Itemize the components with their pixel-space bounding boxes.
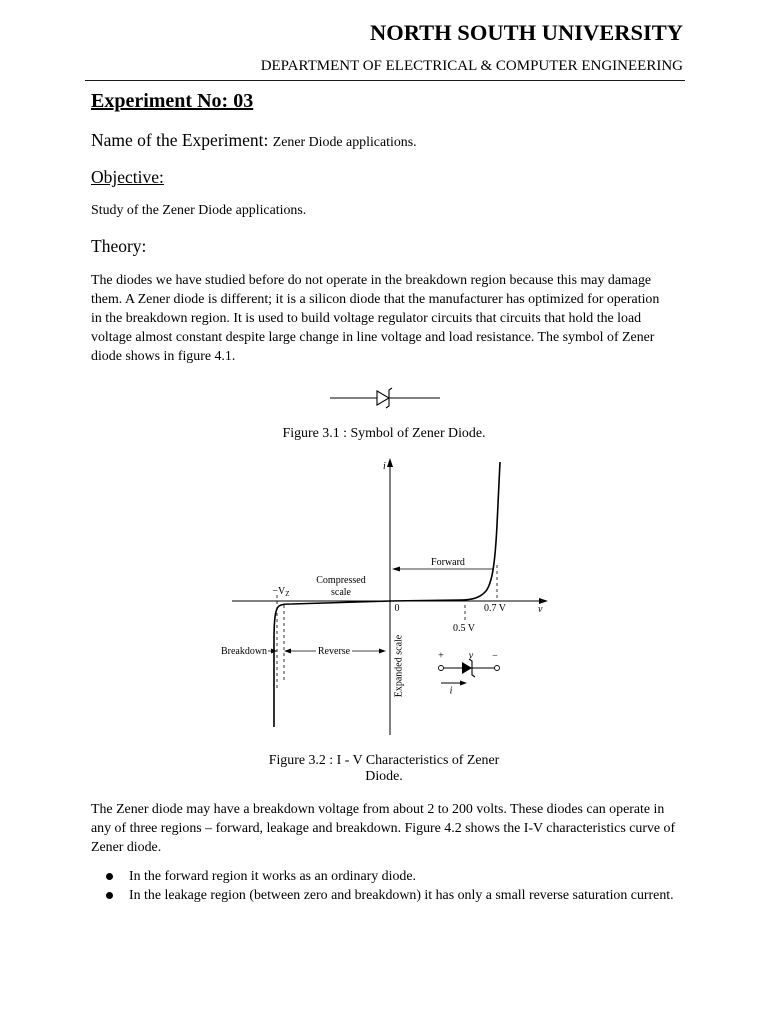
inset-diode-triangle	[462, 662, 472, 674]
inset-terminal-anode	[439, 666, 444, 671]
list-item-text: In the leakage region (between zero and breakdown) it has only a small reverse saturation current.	[129, 888, 674, 903]
list-item-text: In the forward region it works as an ordinary diode.	[129, 869, 416, 884]
theory-heading: Theory:	[91, 236, 147, 256]
inset-terminal-cathode	[495, 666, 500, 671]
paragraph-line: The Zener diode may have a breakdown voltage from about 2 to 200 volts. These diodes can operate in	[91, 802, 665, 817]
paragraph-line: in the breakdown region. It is used to build voltage regulator circuits that circuits that hold the load	[91, 311, 642, 326]
experiment-number: Experiment No: 03	[91, 90, 254, 112]
university-title: NORTH SOUTH UNIVERSITY	[369, 20, 683, 45]
figure-3-2-caption	[0, 753, 768, 785]
caption-line: Figure 3.2 : I - V Characteristics of Zener	[268, 753, 500, 768]
objective-heading: Objective:	[91, 167, 164, 187]
cut-in-voltage-label: 0.5 V	[452, 623, 476, 634]
inset-voltage-label: v	[468, 650, 474, 662]
forward-voltage-label: 0.7 V	[483, 603, 507, 614]
theory-paragraph-2	[91, 800, 675, 857]
iv-curve	[274, 462, 500, 727]
bullet-dot	[106, 873, 113, 880]
zener-voltage-subscript: Z	[285, 590, 290, 598]
voltage-axis-label: v	[538, 604, 543, 615]
current-axis-arrow	[387, 458, 393, 467]
experiment-name-value: Zener Diode applications.	[272, 135, 417, 150]
caption-line: Diode.	[365, 769, 403, 784]
paragraph-line: any of three regions – forward, leakage and breakdown. Figure 4.2 shows the I-V characteristics curve of	[91, 821, 676, 836]
reverse-arrowhead-right	[379, 649, 386, 654]
theory-paragraph-1	[91, 271, 659, 366]
diode-triangle	[377, 391, 389, 405]
origin-label: 0	[394, 603, 400, 614]
paragraph-line: voltage almost constant despite large change in line voltage and load resistance. The symbol of Zener	[91, 330, 655, 345]
paragraph-line: diode shows in figure 4.1.	[91, 349, 236, 364]
list-item	[91, 867, 674, 886]
reverse-region-label: Reverse	[317, 646, 351, 657]
header-divider	[85, 80, 685, 81]
inset-current-arrowhead	[460, 681, 467, 686]
inset-minus-sign: −	[492, 650, 498, 662]
compressed-scale-label: scale	[331, 587, 351, 598]
breakdown-region-label: Breakdown	[220, 646, 268, 657]
paragraph-line: them. A Zener diode is different; it is a silicon diode that the manufacturer has optimized for operation	[91, 292, 660, 307]
inset-current-label: i	[449, 685, 453, 697]
figure-3-1-caption: Figure 3.1 : Symbol of Zener Diode.	[282, 426, 486, 441]
department-name: DEPARTMENT OF ELECTRICAL & COMPUTER ENGINEERING	[260, 58, 683, 74]
paragraph-line: The diodes we have studied before do not operate in the breakdown region because this may damage	[91, 273, 652, 288]
zener-voltage-label	[272, 586, 289, 598]
inset-plus-sign: +	[438, 650, 444, 662]
iv-characteristics-graph	[210, 455, 555, 740]
forward-arrowhead	[392, 567, 400, 572]
compressed-scale-label: Compressed	[316, 575, 366, 586]
current-axis-label: i	[383, 461, 386, 472]
expanded-scale-label: Expanded scale	[393, 634, 405, 698]
list-item	[91, 886, 674, 905]
zener-voltage-symbol: −V	[272, 586, 286, 597]
reverse-arrowhead-left	[284, 649, 291, 654]
objective-text: Study of the Zener Diode applications.	[91, 203, 307, 218]
zener-symbol-figure	[320, 380, 450, 416]
bullet-dot	[106, 892, 113, 899]
paragraph-line: Zener diode.	[91, 840, 162, 855]
forward-region-label: Forward	[431, 557, 465, 568]
experiment-name-line	[91, 129, 417, 154]
bullet-list	[91, 867, 674, 905]
experiment-name-label: Name of the Experiment:	[91, 130, 269, 150]
